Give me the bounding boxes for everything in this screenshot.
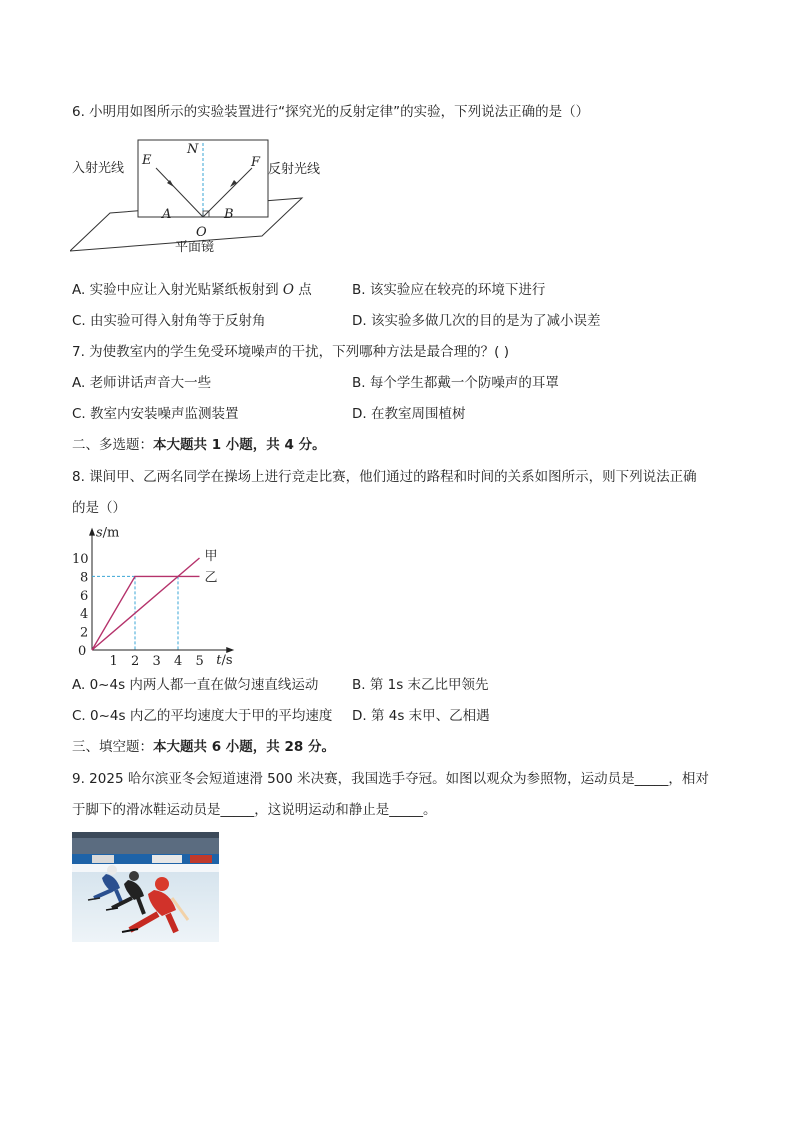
q6-option-c[interactable]: C. 由实验可得入射角等于反射角 bbox=[72, 313, 266, 329]
q6-option-a[interactable] bbox=[72, 281, 312, 299]
q8-option-a[interactable]: A. 0~4s 内两人都一直在做匀速直线运动 bbox=[72, 677, 319, 693]
y-tick-label: 4 bbox=[80, 607, 89, 623]
section-2-prefix: 二、多选题： bbox=[72, 437, 153, 453]
q9-line1: 9. 2025 哈尔滨亚冬会短道速滑 500 米决赛，我国选手夺冠。如图以观众为参照物，运动员是_____，相对 bbox=[72, 771, 709, 787]
label-O: O bbox=[196, 225, 207, 240]
q6-stem: 6. 小明用如图所示的实验装置进行“探究光的反射定律”的实验，下列说法正确的是（） bbox=[72, 104, 590, 120]
q6-option-a-suffix: 点 bbox=[293, 282, 312, 298]
reflected-label: 反射光线 bbox=[268, 162, 321, 177]
q6-option-a-prefix: A. 实验中应让入射光贴紧纸板射到 bbox=[72, 282, 283, 298]
q8-stem-line2: 的是（） bbox=[72, 500, 126, 516]
q7-option-a[interactable]: A. 老师讲话声音大一些 bbox=[72, 375, 212, 391]
s-t-chart bbox=[68, 518, 258, 670]
y-tick-label: 10 bbox=[72, 552, 89, 567]
section-2-detail: 本大题共 1 小题，共 4 分。 bbox=[153, 437, 326, 453]
y-axis-arrow bbox=[89, 528, 95, 536]
label-E: E bbox=[142, 153, 152, 168]
section-3-detail: 本大题共 6 小题，共 28 分。 bbox=[153, 739, 335, 755]
section-2-heading bbox=[72, 436, 326, 454]
section-3-heading bbox=[72, 738, 335, 756]
incident-label: 入射光线 bbox=[72, 161, 125, 176]
y-tick-label: 2 bbox=[80, 625, 89, 641]
section-3-prefix: 三、填空题： bbox=[72, 739, 153, 755]
x-axis-label: t/s bbox=[216, 653, 233, 668]
series-yi-label: 乙 bbox=[204, 570, 218, 586]
speed-skating-photo bbox=[72, 832, 219, 942]
reflection-experiment-figure bbox=[70, 135, 340, 260]
x-tick-label: 5 bbox=[195, 654, 204, 669]
q7-option-b[interactable]: B. 每个学生都戴一个防噪声的耳罩 bbox=[352, 375, 559, 391]
label-B: B bbox=[224, 207, 234, 222]
origin-label: 0 bbox=[78, 644, 87, 659]
x-tick-label: 2 bbox=[131, 654, 140, 669]
q8-option-b[interactable]: B. 第 1s 末乙比甲领先 bbox=[352, 677, 489, 693]
q7-option-d[interactable]: D. 在教室周围植树 bbox=[352, 406, 466, 422]
series-jia-line bbox=[92, 558, 200, 650]
q7-stem: 7. 为使教室内的学生免受环境噪声的干扰，下列哪种方法是最合理的？( ) bbox=[72, 344, 509, 360]
label-A: A bbox=[162, 207, 172, 222]
series-jia-label: 甲 bbox=[204, 549, 218, 564]
q8-option-d[interactable]: D. 第 4s 末甲、乙相遇 bbox=[352, 708, 490, 724]
q7-option-c[interactable]: C. 教室内安装噪声监测装置 bbox=[72, 406, 239, 422]
x-tick-label: 4 bbox=[174, 654, 183, 669]
label-F: F bbox=[251, 155, 261, 170]
x-tick-label: 3 bbox=[152, 654, 161, 669]
label-N: N bbox=[187, 142, 199, 157]
y-axis-label: s/m bbox=[96, 525, 120, 541]
mirror-label: 平面镜 bbox=[175, 240, 215, 255]
y-tick-label: 8 bbox=[80, 570, 89, 586]
q8-stem-line1: 8. 课间甲、乙两名同学在操场上进行竞走比赛，他们通过的路程和时间的关系如图所示，则下列说法正确 bbox=[72, 469, 697, 485]
y-tick-label: 6 bbox=[80, 588, 89, 604]
q8-option-c[interactable]: C. 0~4s 内乙的平均速度大于甲的平均速度 bbox=[72, 708, 333, 724]
q6-option-b[interactable]: B. 该实验应在较亮的环境下进行 bbox=[352, 282, 546, 298]
x-tick-label: 1 bbox=[109, 654, 118, 669]
q6-option-d[interactable]: D. 该实验多做几次的目的是为了减小误差 bbox=[352, 313, 601, 329]
q9-line2: 于脚下的滑冰鞋运动员是_____，这说明运动和静止是_____。 bbox=[72, 802, 437, 818]
q6-option-a-point: O bbox=[282, 282, 294, 298]
series-yi-line bbox=[92, 576, 200, 650]
